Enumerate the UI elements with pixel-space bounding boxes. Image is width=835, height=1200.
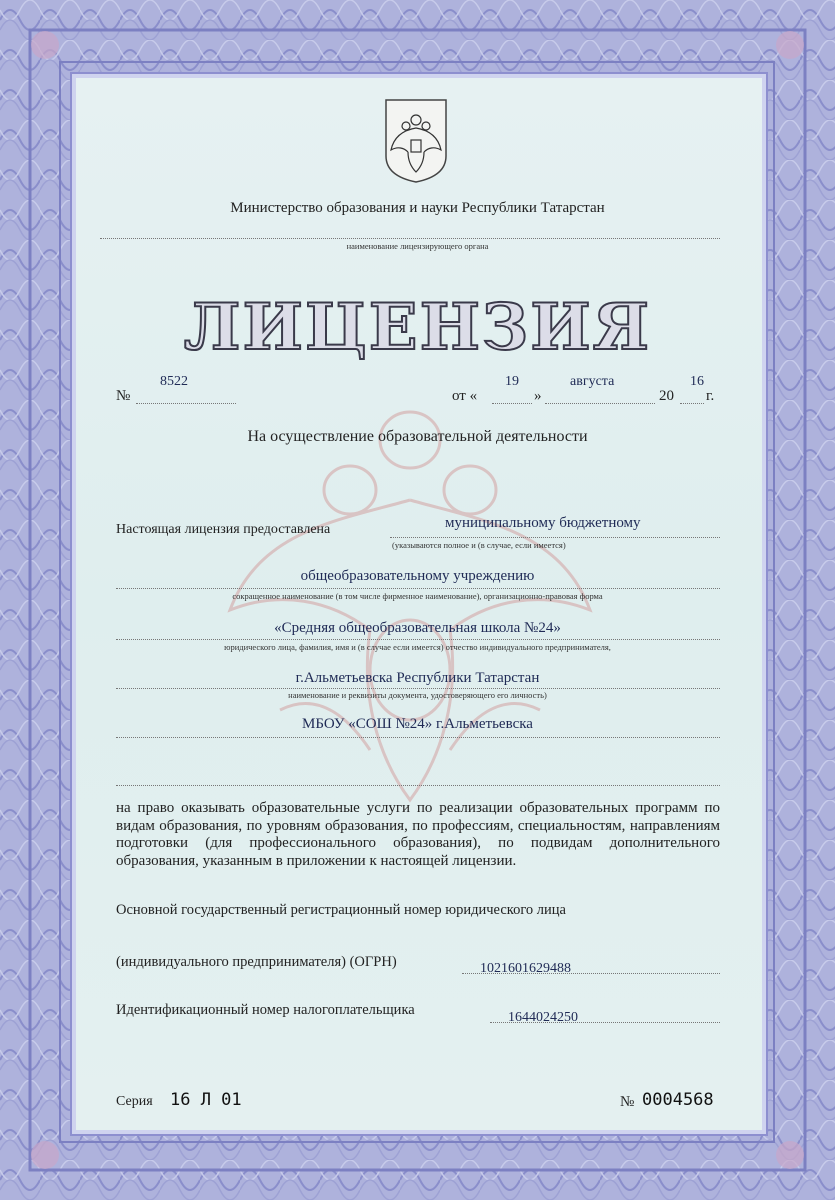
authority-underline xyxy=(100,238,720,239)
grantee-underline-6 xyxy=(116,785,720,786)
ogrn-label-2: (индивидуального предпринимателя) (ОГРН) xyxy=(116,954,397,970)
series-value: 16 Л 01 xyxy=(170,1090,242,1110)
authority-caption: наименование лицензирующего органа xyxy=(346,241,489,251)
blank-number-value: 0004568 xyxy=(642,1090,714,1110)
ogrn-label-1: Основной государственный регистрационный номер юридического лица xyxy=(116,902,566,918)
grantee-line-4: г.Альметьевска Республики Татарстан xyxy=(295,670,540,686)
grantee-line-1: муниципальному бюджетному xyxy=(445,515,641,531)
license-number-underline xyxy=(136,403,236,404)
grantee-line-3: «Средняя общеобразовательная школа №24» xyxy=(274,620,561,636)
date-year: 16 xyxy=(690,374,704,389)
date-day: 19 xyxy=(505,374,519,389)
grantee-underline-5 xyxy=(116,737,720,738)
blank-number-label: № xyxy=(620,1094,635,1110)
ogrn-value: 1021601629488 xyxy=(480,961,571,976)
grantee-underline-3 xyxy=(116,639,720,640)
russian-coat-of-arms-icon xyxy=(382,96,450,184)
licensing-authority: Министерство образования и науки Республики Татарстан xyxy=(230,200,605,216)
date-day-underline xyxy=(492,403,532,404)
document-title: ЛИЦЕНЗИЯ xyxy=(183,290,652,365)
grantee-caption-3: юридического лица, фамилия, имя и (в случае если имеется) отчество индивидуального предпринимателя, xyxy=(224,642,611,652)
date-year-underline xyxy=(680,403,704,404)
date-from-label: от « xyxy=(452,388,478,404)
grantee-line-2: общеобразовательному учреждению xyxy=(300,568,535,584)
grantee-caption-1: (указываются полное и (в случае, если имеется) xyxy=(392,540,566,550)
date-year-suffix: г. xyxy=(706,388,715,404)
date-quote-close: » xyxy=(534,388,542,404)
date-month: августа xyxy=(570,374,615,389)
rights-paragraph: на право оказывать образовательные услуги по реализации образовательных программ по видам образования, по уровням образования, по профессиям, специальностям, направлениям подготовки (для профессионального образования), по подвидам дополнительного образования, указанным в приложении к настоящей лицензии. xyxy=(116,800,720,869)
inn-value: 1644024250 xyxy=(508,1010,578,1025)
grantee-line-5: МБОУ «СОШ №24» г.Альметьевска xyxy=(302,716,533,732)
inn-label: Идентификационный номер налогоплательщика xyxy=(116,1002,415,1018)
grantee-caption-4: наименование и реквизиты документа, удостоверяющего его личность) xyxy=(288,690,547,700)
series-label: Серия xyxy=(116,1094,153,1109)
grantee-caption-2: сокращенное наименование (в том числе фирменное наименование), организационно-правовая форма xyxy=(232,591,603,601)
license-number-label: № xyxy=(116,388,131,404)
grantee-intro: Настоящая лицензия предоставлена xyxy=(116,522,331,537)
grantee-underline-4 xyxy=(116,688,720,689)
license-number: 8522 xyxy=(160,374,188,389)
date-year-prefix: 20 xyxy=(659,388,674,404)
date-month-underline xyxy=(545,403,655,404)
grantee-underline-2 xyxy=(116,588,720,589)
grantee-underline-1 xyxy=(390,537,720,538)
license-purpose: На осуществление образовательной деятельности xyxy=(247,428,588,445)
